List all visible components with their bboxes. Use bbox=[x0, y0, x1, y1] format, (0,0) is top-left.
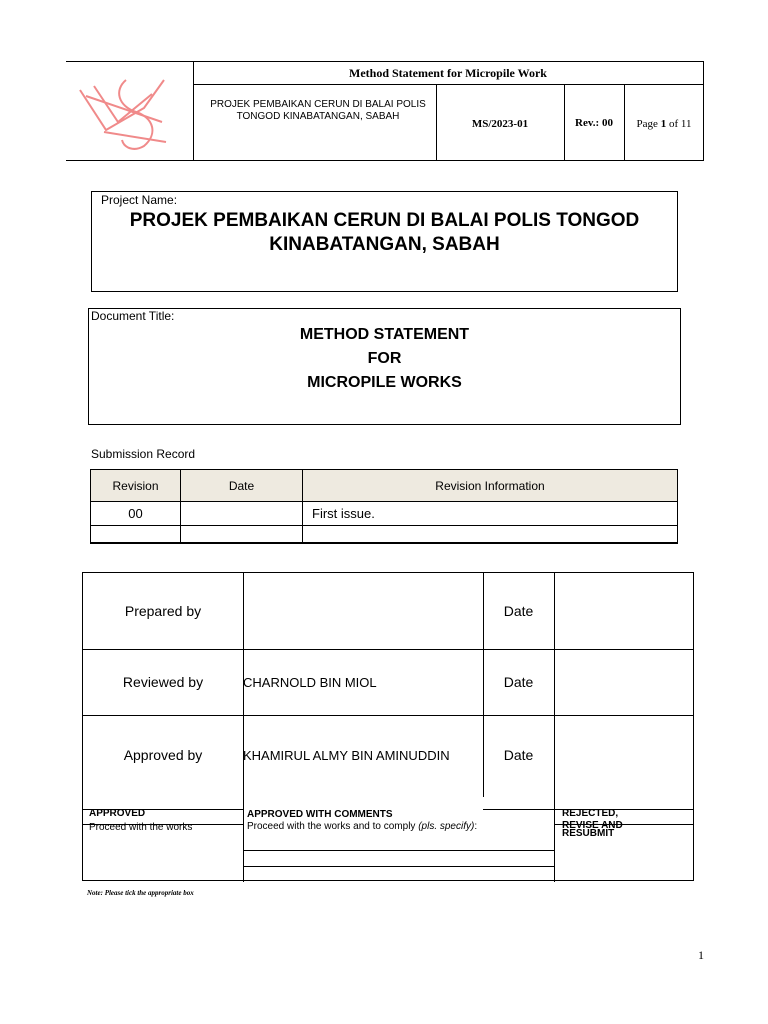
submission-record-table bbox=[90, 469, 678, 544]
column-header: Revision bbox=[91, 470, 181, 502]
table-header-row bbox=[91, 470, 678, 502]
divider bbox=[193, 84, 703, 85]
approved-option[interactable]: APPROVED Proceed with the works bbox=[89, 808, 193, 833]
page-number: 1 bbox=[698, 948, 704, 962]
table-row bbox=[91, 526, 678, 543]
approved-by-name: KHAMIRUL ALMY BIN AMINUDDIN bbox=[243, 748, 450, 763]
note-text: Note: Please tick the appropriate box bbox=[87, 889, 194, 897]
document-heading: Method Statement for Micropile Work bbox=[349, 66, 547, 80]
revision-cell: 00 bbox=[91, 502, 181, 526]
document-code: MS/2023-01 bbox=[471, 118, 529, 130]
date-label: Date bbox=[503, 603, 534, 619]
empty-cell bbox=[91, 526, 181, 543]
reviewed-by-label: Reviewed by bbox=[122, 674, 204, 690]
company-logo bbox=[74, 72, 186, 154]
document-title: METHOD STATEMENT FOR MICROPILE WORKS bbox=[299, 326, 470, 391]
signoff-table bbox=[82, 572, 694, 881]
reviewed-by-name: CHARNOLD BIN MIOL bbox=[243, 675, 377, 690]
project-short-name: PROJEK PEMBAIKAN CERUN DI BALAI POLIS TONGOD KINABATANGAN, SABAH bbox=[210, 99, 426, 122]
approved-by-label: Approved by bbox=[123, 747, 203, 763]
prepared-by-label: Prepared by bbox=[124, 603, 202, 619]
project-name-label: Project Name: bbox=[101, 193, 178, 207]
page-indicator: Page 1 of 11 bbox=[636, 118, 692, 130]
date-label: Date bbox=[503, 747, 534, 763]
revision-label: Rev.: 00 bbox=[575, 117, 613, 129]
date-cell bbox=[181, 502, 303, 526]
rejected-option[interactable]: REJECTED, REVISE AND RESUBMIT bbox=[562, 808, 623, 839]
approved-with-comments-option[interactable]: APPROVED WITH COMMENTS Proceed with the works and to comply (pls. specify): bbox=[247, 809, 478, 832]
document-title-box bbox=[88, 308, 681, 425]
date-label: Date bbox=[503, 674, 534, 690]
project-name: PROJEK PEMBAIKAN CERUN DI BALAI POLIS TONGOD KINABATANGAN, SABAH bbox=[129, 210, 640, 255]
document-header bbox=[66, 61, 704, 161]
revision-info-cell: First issue. bbox=[303, 502, 678, 526]
column-header: Date bbox=[181, 470, 303, 502]
submission-record-heading: Submission Record bbox=[91, 447, 196, 461]
empty-cell bbox=[303, 526, 678, 543]
empty-cell bbox=[181, 526, 303, 543]
document-title-label: Document Title: bbox=[91, 309, 175, 323]
table-row bbox=[91, 502, 678, 526]
project-name-box bbox=[91, 191, 678, 292]
column-header: Revision Information bbox=[303, 470, 678, 502]
